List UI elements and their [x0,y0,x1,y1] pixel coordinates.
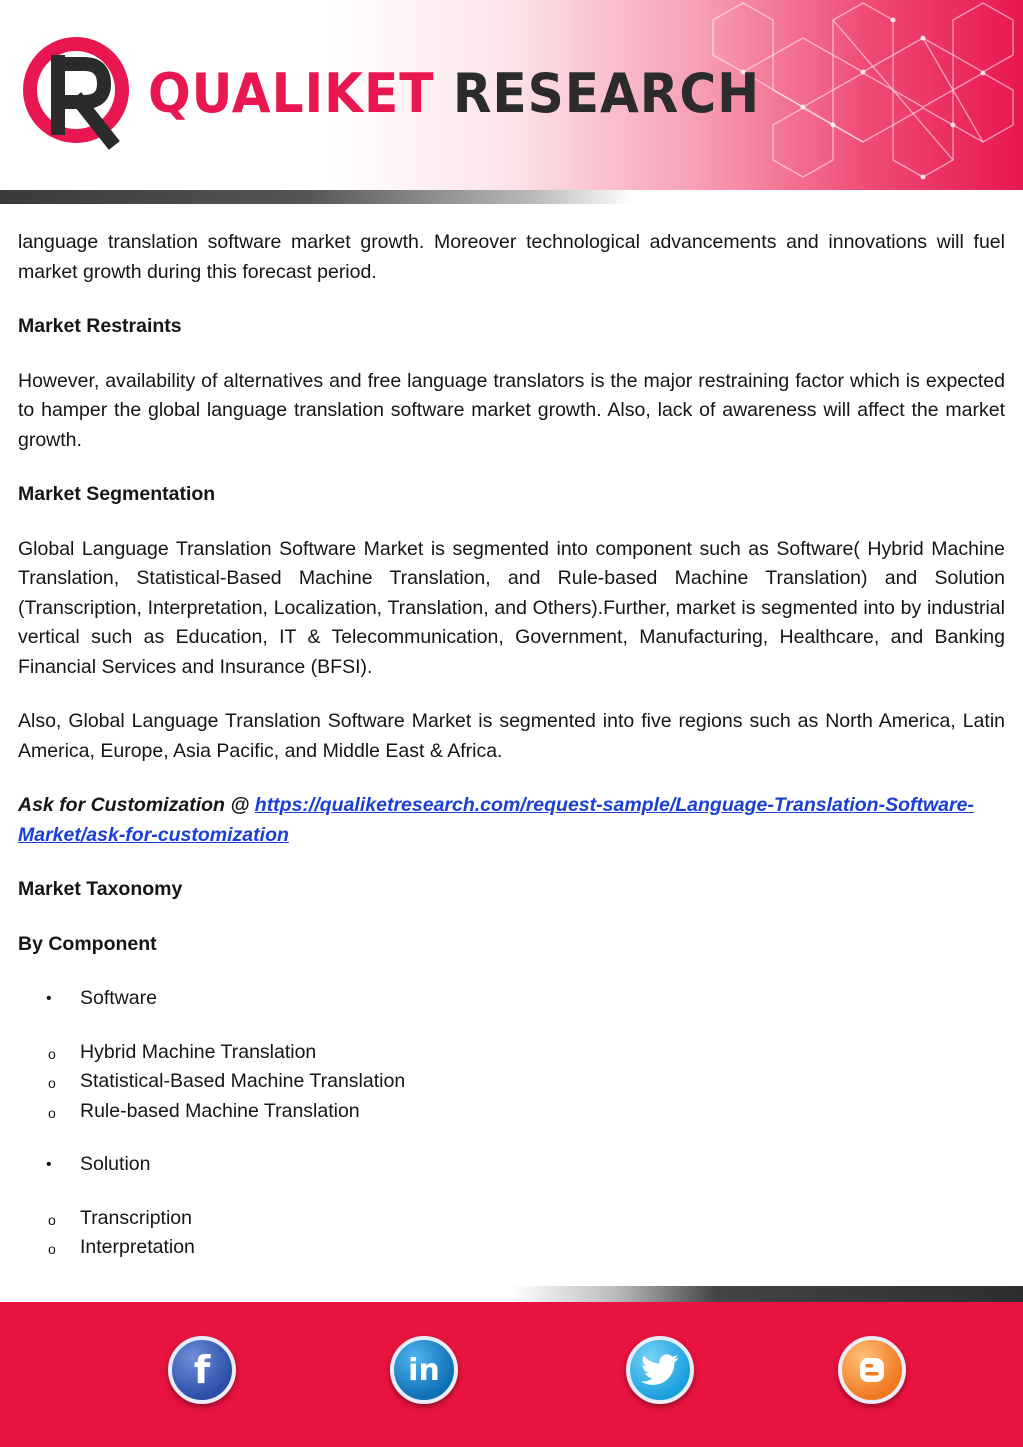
twitter-bird-glyph [641,1354,679,1386]
heading-market-restraints: Market Restraints [18,315,182,337]
sub-bullet-marker: o [48,1075,56,1091]
list-item [18,1204,1005,1234]
list-item-software [18,984,1005,1014]
list-item [18,1233,1005,1263]
document-body [18,228,1005,1263]
list-item-label: Software [80,987,157,1009]
ask-customization-label: Ask for Customization @ [18,794,255,816]
ask-customization-line [18,791,1005,850]
page-header [0,0,1023,206]
footer-divider-bar [0,1286,1023,1302]
blogger-icon[interactable] [838,1336,906,1404]
linkedin-glyph: in [408,1352,440,1388]
sub-bullet-marker: o [48,1104,56,1121]
bullet-marker: • [46,990,52,1007]
facebook-glyph: f [193,1348,211,1392]
twitter-icon[interactable] [626,1336,694,1404]
heading-market-taxonomy: Market Taxonomy [18,878,183,900]
list-item [18,1067,1005,1097]
list-item-label: Statistical-Based Machine Translation [80,1070,406,1092]
bullet-marker: • [46,1156,52,1173]
list-item-label: Solution [80,1153,151,1175]
component-list [18,984,1005,1263]
list-item-label: Transcription [80,1206,192,1229]
blogger-b-glyph [856,1354,888,1386]
sub-bullet-marker: o [48,1045,56,1062]
list-item-label: Interpretation [80,1236,195,1258]
list-item-label: Hybrid Machine Translation [80,1040,317,1063]
sub-bullet-marker: o [48,1211,56,1228]
linkedin-icon[interactable] [390,1336,458,1404]
brand-name-qualiket: QUALIKET [148,62,435,125]
brand-name-research: RESEARCH [452,62,761,125]
heading-market-segmentation: Market Segmentation [18,483,216,505]
header-divider-bar [0,190,1023,204]
list-item-label: Rule-based Machine Translation [80,1099,360,1122]
segmentation-paragraph: Global Language Translation Software Market is segmented into component such as Software( Hybrid Machine Translation, Statistical-Based Machine Translation, and Rule-based Machine Translation) and Solution (Transcription, Interpretation, Localization, Translation, and Others).Further, market is segmented into by industrial vertical such as Education, IT & Telecommunication, Government, Manufacturing, Healthcare, and Banking Financial Services and Insurance (BFSI). [18,537,1005,678]
customization-link[interactable]: https://qualiketresearch.com/request-sample/Language-Translation-Software-Market/ask-for-customization [18,794,974,846]
heading-by-component: By Component [18,932,157,955]
regions-paragraph: Also, Global Language Translation Software Market is segmented into five regions such as North America, Latin America, Europe, Asia Pacific, and Middle East & Africa. [18,710,1005,762]
software-sub-list [18,1038,1005,1127]
sub-bullet-marker: o [48,1241,56,1257]
solution-sub-list [18,1204,1005,1263]
list-item [18,1038,1005,1068]
brand-name [148,62,760,126]
qr-logo-icon [18,32,138,150]
facebook-icon[interactable] [168,1336,236,1404]
intro-paragraph: language translation software market growth. Moreover technological advancements and innovations will fuel market growth during this forecast period. [18,231,1005,283]
list-item-solution [18,1150,1005,1180]
list-item [18,1097,1005,1127]
restraints-paragraph: However, availability of alternatives and free language translators is the major restraining factor which is expected to hamper the global language translation software market growth. Also, lack of awareness will affect the market growth. [18,369,1005,451]
